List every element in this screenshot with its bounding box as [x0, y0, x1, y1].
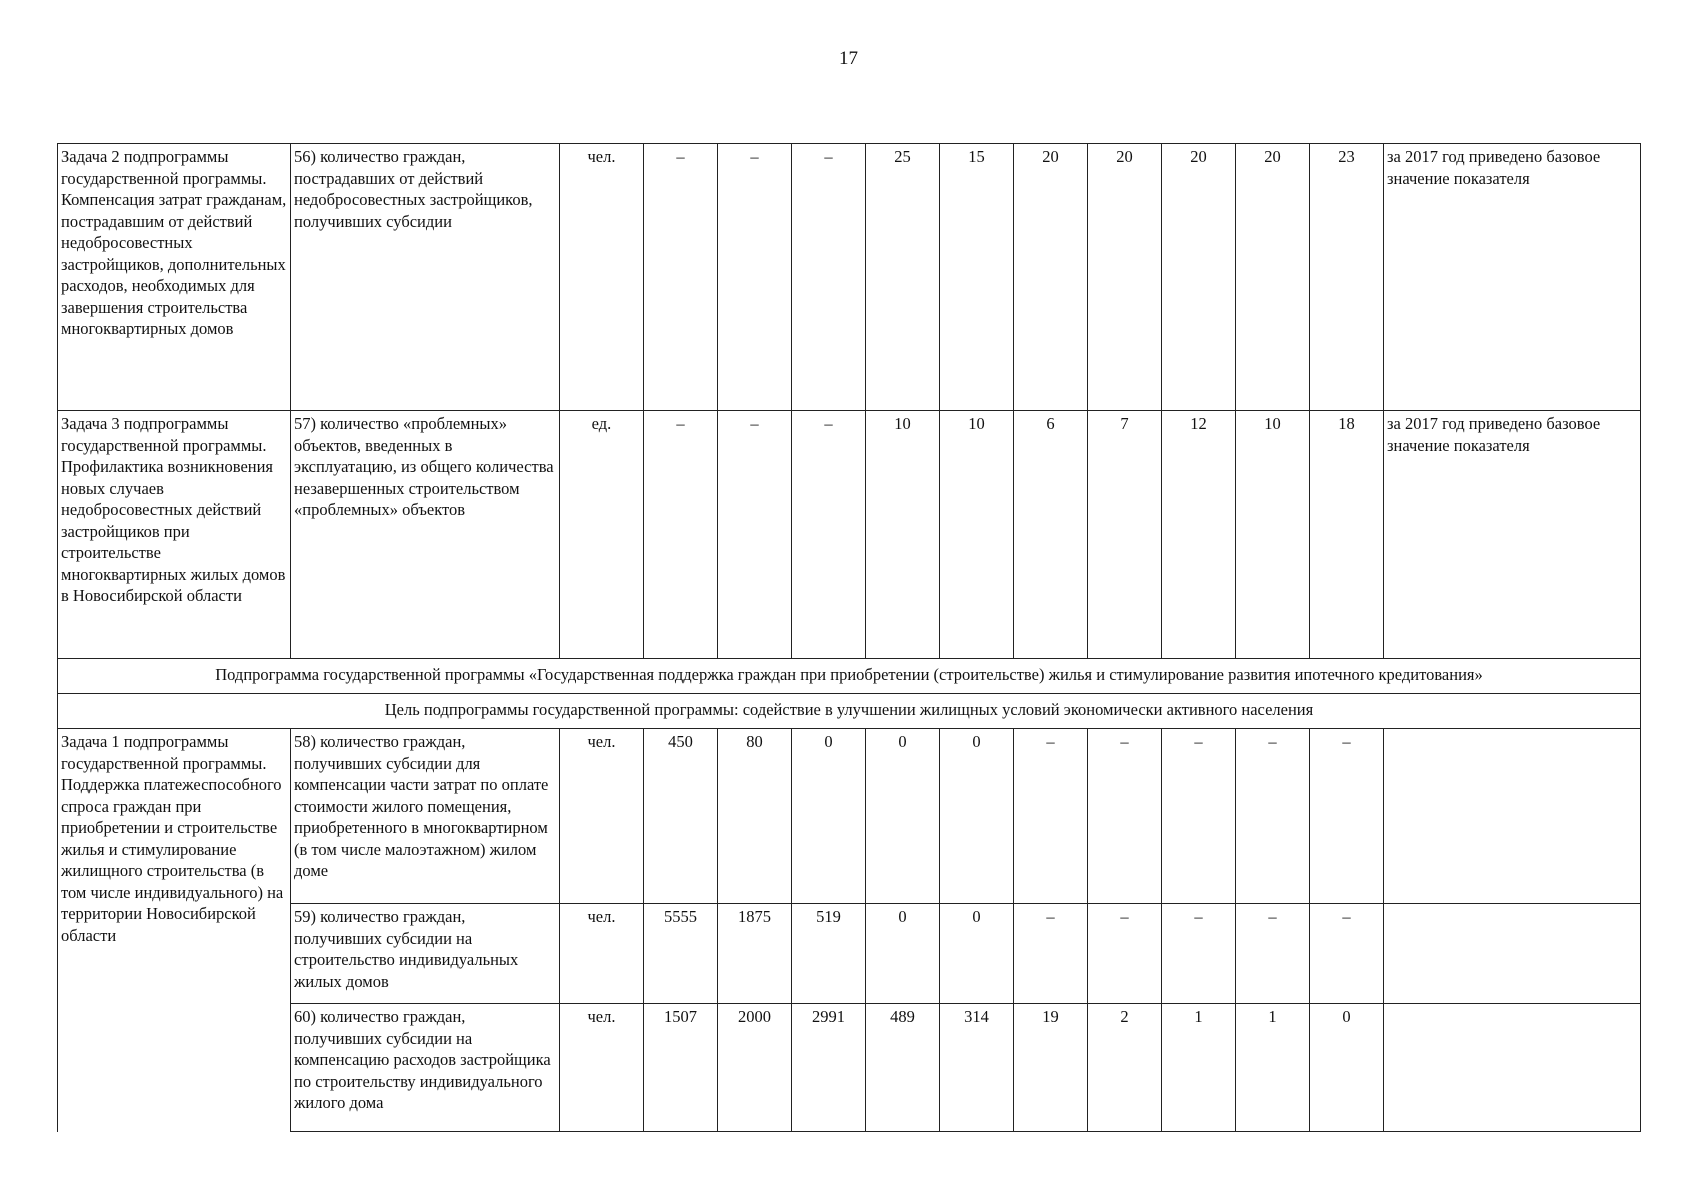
indicator-cell: 59) количество граждан, получивших субсидии на строительство индивидуальных жилых домов: [291, 904, 560, 1004]
value-cell: 80: [718, 729, 792, 904]
value-cell: 10: [866, 411, 940, 659]
value-cell: 0: [792, 729, 866, 904]
value-cell: 1875: [718, 904, 792, 1004]
value-cell: –: [1088, 904, 1162, 1004]
section-row: [58, 659, 1641, 694]
value-cell: –: [1162, 904, 1236, 1004]
value-cell: –: [718, 144, 792, 411]
note-cell: [1384, 1004, 1641, 1132]
unit-cell: чел.: [560, 729, 644, 904]
task-cell: Задача 2 подпрограммы государственной программы. Компенсация затрат гражданам, пострадавшим от действий недобросовестных застройщиков, дополнительных расходов, необходимых для завершения строительства многоквартирных домов: [58, 144, 291, 411]
section-row: [58, 694, 1641, 729]
page-number: 17: [839, 48, 858, 69]
value-cell: 15: [940, 144, 1014, 411]
value-cell: 6: [1014, 411, 1088, 659]
value-cell: 10: [1236, 411, 1310, 659]
value-cell: 2991: [792, 1004, 866, 1132]
table-row: [58, 411, 1641, 659]
value-cell: 5555: [644, 904, 718, 1004]
value-cell: 0: [940, 729, 1014, 904]
value-cell: 12: [1162, 411, 1236, 659]
value-cell: 20: [1014, 144, 1088, 411]
unit-cell: чел.: [560, 904, 644, 1004]
value-cell: –: [1310, 729, 1384, 904]
value-cell: –: [1162, 729, 1236, 904]
indicator-cell: 56) количество граждан, пострадавших от действий недобросовестных застройщиков, получивших субсидии: [291, 144, 560, 411]
task-cell: Задача 3 подпрограммы государственной программы. Профилактика возникновения новых случаев недобросовестных действий застройщиков при строительстве многоквартирных жилых домов в Новосибирской области: [58, 411, 291, 659]
table-row: [58, 904, 1641, 1004]
value-cell: –: [792, 144, 866, 411]
value-cell: 2000: [718, 1004, 792, 1132]
value-cell: –: [1014, 729, 1088, 904]
indicators-table: [57, 143, 1641, 1132]
note-cell: за 2017 год приведено базовое значение показателя: [1384, 144, 1641, 411]
value-cell: 1: [1162, 1004, 1236, 1132]
subprogram-title: Подпрограмма государственной программы «Государственная поддержка граждан при приобретении (строительстве) жилья и стимулирование развития ипотечного кредитования»: [58, 659, 1641, 694]
unit-cell: чел.: [560, 144, 644, 411]
value-cell: 19: [1014, 1004, 1088, 1132]
value-cell: –: [644, 411, 718, 659]
value-cell: 20: [1162, 144, 1236, 411]
value-cell: 18: [1310, 411, 1384, 659]
table-row: [58, 144, 1641, 411]
table-row: [58, 729, 1641, 904]
value-cell: –: [1236, 729, 1310, 904]
value-cell: 0: [940, 904, 1014, 1004]
value-cell: 23: [1310, 144, 1384, 411]
value-cell: 0: [866, 904, 940, 1004]
task-cell: Задача 1 подпрограммы государственной программы. Поддержка платежеспособного спроса граждан при приобретении и строительстве жилья и стимулирование жилищного строительства (в том числе индивидуального) на территории Новосибирской области: [58, 729, 291, 1132]
value-cell: 519: [792, 904, 866, 1004]
table-row: [58, 1004, 1641, 1132]
value-cell: 7: [1088, 411, 1162, 659]
indicator-cell: 60) количество граждан, получивших субсидии на компенсацию расходов застройщика по строительству индивидуального жилого дома: [291, 1004, 560, 1132]
value-cell: 489: [866, 1004, 940, 1132]
value-cell: 10: [940, 411, 1014, 659]
value-cell: –: [1310, 904, 1384, 1004]
note-cell: за 2017 год приведено базовое значение показателя: [1384, 411, 1641, 659]
value-cell: –: [1088, 729, 1162, 904]
note-cell: [1384, 904, 1641, 1004]
value-cell: 450: [644, 729, 718, 904]
value-cell: –: [1014, 904, 1088, 1004]
value-cell: –: [644, 144, 718, 411]
value-cell: 20: [1088, 144, 1162, 411]
unit-cell: чел.: [560, 1004, 644, 1132]
subprogram-goal: Цель подпрограммы государственной программы: содействие в улучшении жилищных условий экономически активного населения: [58, 694, 1641, 729]
unit-cell: ед.: [560, 411, 644, 659]
value-cell: 1507: [644, 1004, 718, 1132]
value-cell: –: [792, 411, 866, 659]
indicator-cell: 57) количество «проблемных» объектов, введенных в эксплуатацию, из общего количества незавершенных строительством «проблемных» объектов: [291, 411, 560, 659]
note-cell: [1384, 729, 1641, 904]
value-cell: 25: [866, 144, 940, 411]
value-cell: –: [718, 411, 792, 659]
indicator-cell: 58) количество граждан, получивших субсидии для компенсации части затрат по оплате стоимости жилого помещения, приобретенного в многоквартирном (в том числе малоэтажном) жилом доме: [291, 729, 560, 904]
value-cell: 1: [1236, 1004, 1310, 1132]
value-cell: 0: [866, 729, 940, 904]
value-cell: 2: [1088, 1004, 1162, 1132]
value-cell: –: [1236, 904, 1310, 1004]
value-cell: 0: [1310, 1004, 1384, 1132]
value-cell: 20: [1236, 144, 1310, 411]
value-cell: 314: [940, 1004, 1014, 1132]
